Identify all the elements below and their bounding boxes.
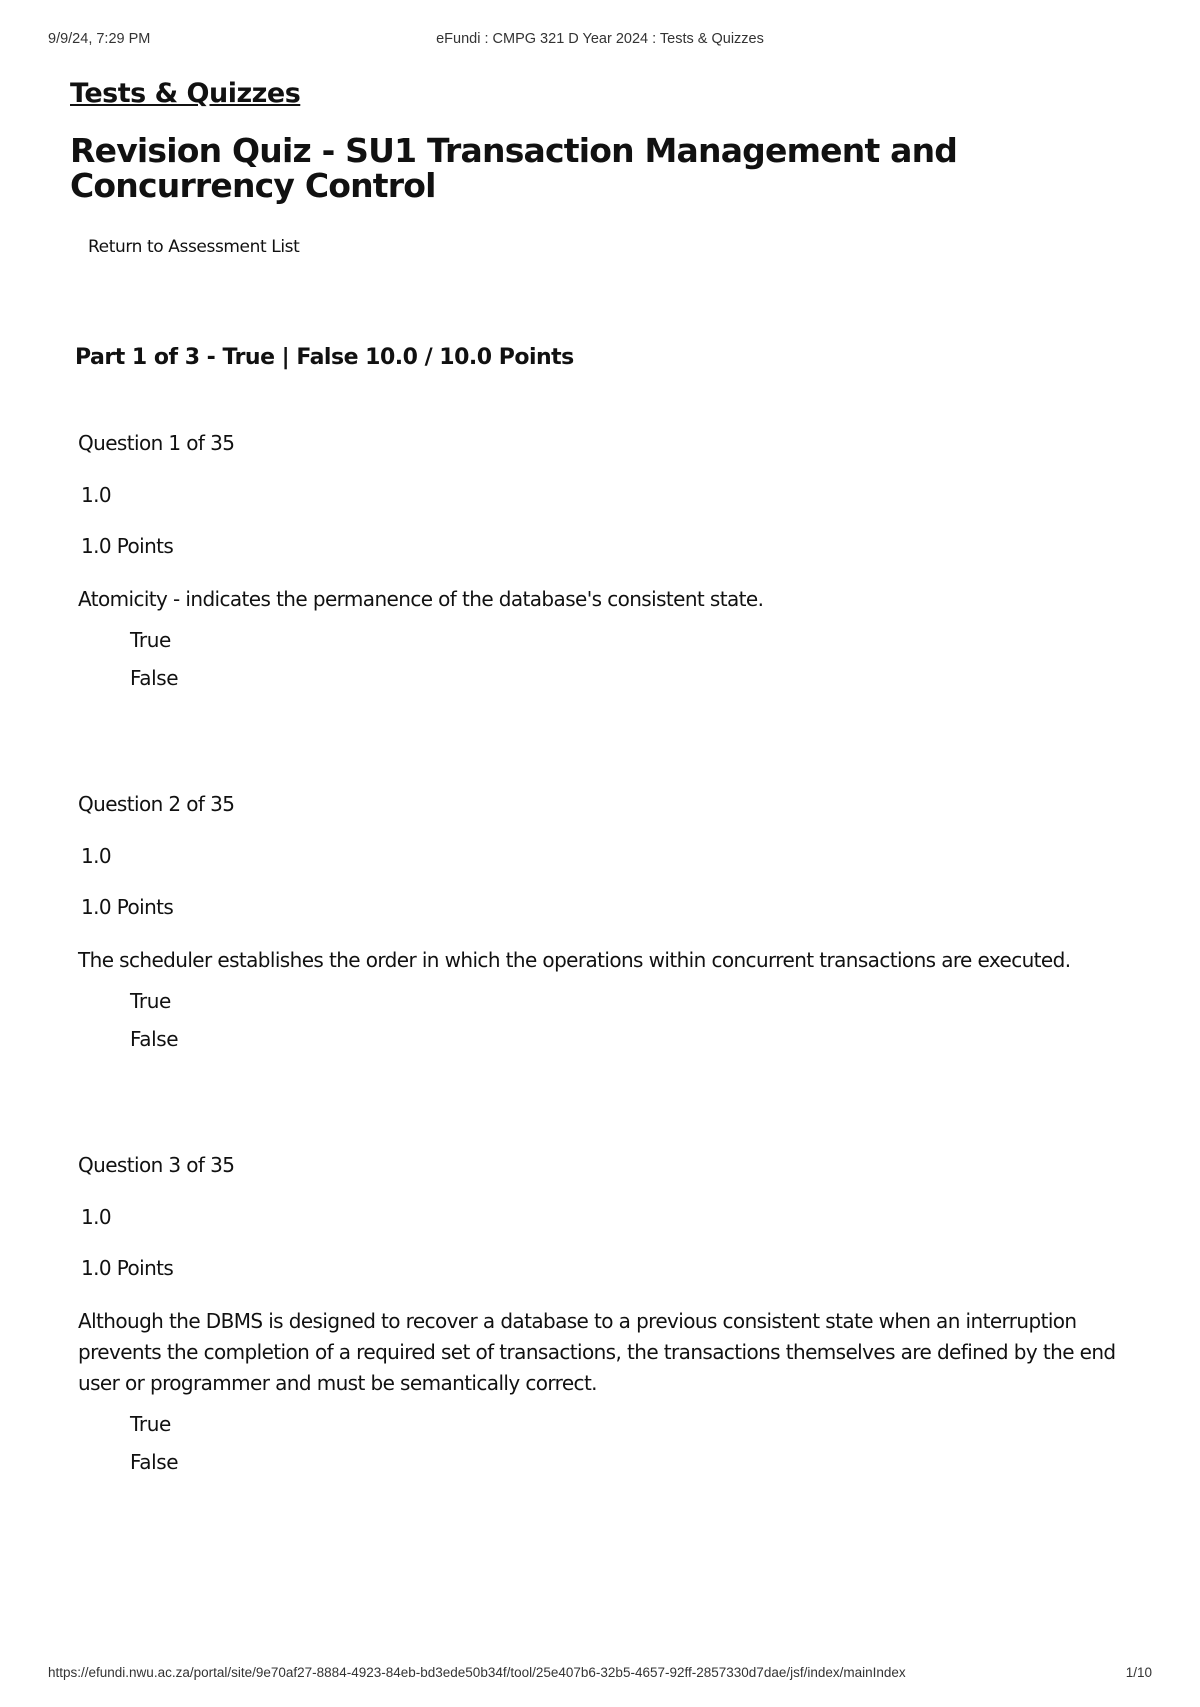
return-to-assessment-list-link[interactable]: Return to Assessment List bbox=[88, 237, 300, 257]
part-heading: Part 1 of 3 - True | False 10.0 / 10.0 Points bbox=[75, 345, 574, 370]
answer-option-true[interactable]: True bbox=[130, 628, 171, 652]
question-list bbox=[78, 430, 1130, 1487]
page-number: 1/10 bbox=[1125, 1665, 1152, 1680]
question-number: Question 2 of 35 bbox=[78, 792, 235, 816]
question-number: Question 1 of 35 bbox=[78, 431, 235, 455]
question-score: 1.0 bbox=[81, 844, 112, 868]
question-item bbox=[78, 791, 1130, 1064]
answer-option-false[interactable]: False bbox=[130, 1450, 179, 1474]
answer-option-false[interactable]: False bbox=[130, 666, 179, 690]
answer-option-true[interactable]: True bbox=[130, 1412, 171, 1436]
print-document-title: eFundi : CMPG 321 D Year 2024 : Tests & Quizzes bbox=[436, 31, 764, 47]
print-footer bbox=[48, 1665, 1152, 1707]
question-text: Although the DBMS is designed to recover a database to a previous consistent state when an interruption prevents the completion of a required set of transactions, the transactions themselves are defined by the end user or programmer and must be semantically correct. bbox=[78, 1309, 1116, 1395]
page-url: https://efundi.nwu.ac.za/portal/site/9e70af27-8884-4923-84eb-bd3ede50b34f/tool/25e407b6-32b5-4657-92ff-2857330d7dae/jsf/index/mainIndex bbox=[48, 1665, 906, 1680]
quiz-title: Revision Quiz - SU1 Transaction Management and Concurrency Control bbox=[70, 131, 958, 205]
answer-option-true[interactable]: True bbox=[130, 989, 171, 1013]
question-score: 1.0 bbox=[81, 1205, 112, 1229]
question-score: 1.0 bbox=[81, 483, 112, 507]
question-item bbox=[78, 1152, 1130, 1487]
question-points: 1.0 Points bbox=[81, 895, 174, 919]
print-header bbox=[48, 31, 1152, 51]
question-text: The scheduler establishes the order in which the operations within concurrent transactions are executed. bbox=[78, 948, 1071, 972]
question-number: Question 3 of 35 bbox=[78, 1153, 235, 1177]
answer-options bbox=[130, 1411, 1130, 1487]
question-item bbox=[78, 430, 1130, 703]
tool-title[interactable]: Tests & Quizzes bbox=[70, 78, 301, 109]
question-points: 1.0 Points bbox=[81, 534, 174, 558]
question-points: 1.0 Points bbox=[81, 1256, 174, 1280]
main-content bbox=[70, 78, 1130, 1575]
print-date: 9/9/24, 7:29 PM bbox=[48, 31, 151, 47]
question-text: Atomicity - indicates the permanence of the database's consistent state. bbox=[78, 587, 764, 611]
answer-option-false[interactable]: False bbox=[130, 1027, 179, 1051]
answer-options bbox=[130, 988, 1130, 1064]
answer-options bbox=[130, 627, 1130, 703]
